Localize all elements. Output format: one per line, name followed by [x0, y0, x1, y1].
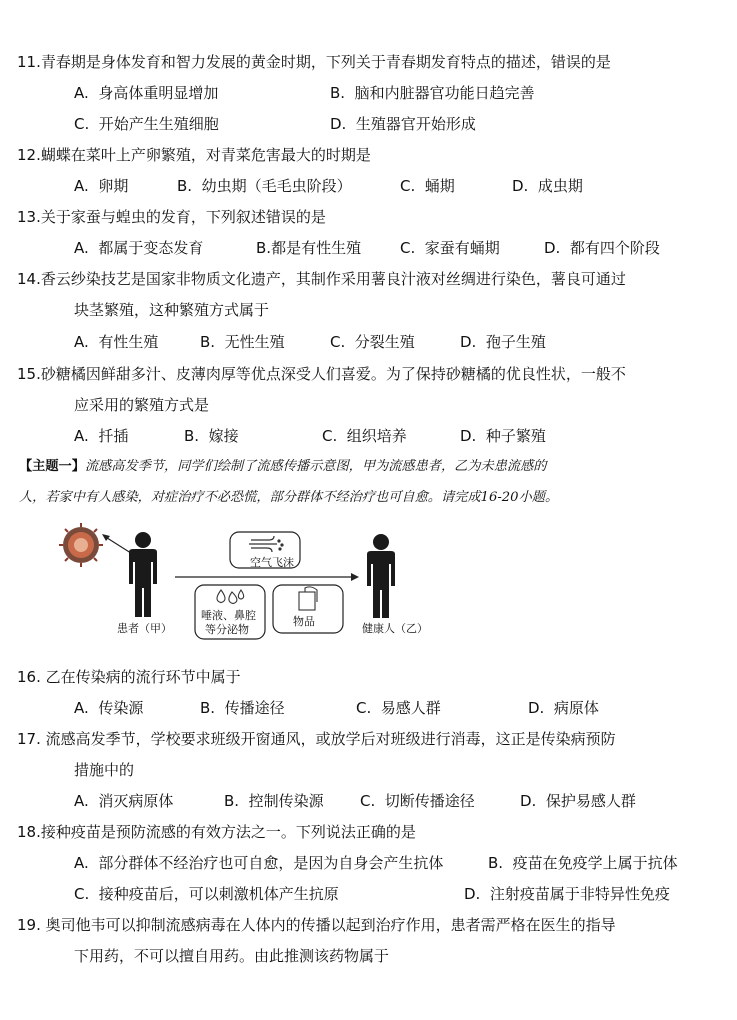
healthy-label: 健康人（乙）: [362, 622, 428, 635]
option: C. 家蚕有蛹期: [400, 239, 500, 257]
option: A. 扦插: [74, 427, 129, 445]
option: C. 分裂生殖: [330, 333, 415, 351]
option: D. 生殖器官开始形成: [330, 115, 476, 133]
option: C. 易感人群: [356, 699, 441, 717]
option: C. 蛹期: [400, 177, 455, 195]
question-13: 13.关于家蚕与蝗虫的发育，下列叙述错误的是: [17, 208, 326, 226]
question-14-cont: 块茎繁殖，这种繁殖方式属于: [74, 301, 270, 319]
option: D. 种子繁殖: [460, 427, 546, 445]
person-icon: [367, 534, 395, 618]
option: D. 病原体: [528, 699, 599, 717]
question-15: 15.砂糖橘因鲜甜多汁、皮薄肉厚等优点深受人们喜爱。为了保持砂糖橘的优良性状，一般不: [17, 365, 626, 383]
question-16: 16. 乙在传染病的流行环节中属于: [17, 668, 241, 686]
question-14: 14.香云纱染技艺是国家非物质文化遗产，其制作采用薯良汁液对丝绸进行染色，薯良可通过: [17, 270, 626, 288]
option: B. 脑和内脏器官功能日趋完善: [330, 84, 535, 102]
question-19-cont: 下用药，不可以擅自用药。由此推测该药物属于: [74, 947, 390, 965]
secretion-label: 唾液、鼻腔: [201, 609, 256, 622]
question-17-cont: 措施中的: [74, 761, 135, 779]
option: D. 保护易感人群: [520, 792, 636, 810]
option: A. 有性生殖: [74, 333, 159, 351]
option: B. 幼虫期（毛毛虫阶段）: [177, 177, 352, 195]
patient-label: 患者（甲）: [117, 622, 172, 635]
option: A. 部分群体不经治疗也可自愈，是因为自身会产生抗体: [74, 854, 444, 872]
question-19: 19. 奥司他韦可以抑制流感病毒在人体内的传播以起到治疗作用，患者需严格在医生的指导: [17, 916, 616, 934]
option: A. 卵期: [74, 177, 129, 195]
option: C. 接种疫苗后，可以刺激机体产生抗原: [74, 885, 339, 903]
topic-intro-cont: 人，若家中有人感染，对症治疗不必恐慌，部分群体不经治疗也可自愈。请完成16-20小题。: [19, 490, 559, 505]
option: D. 孢子生殖: [460, 333, 546, 351]
option: C. 切断传播途径: [360, 792, 475, 810]
option: C. 开始产生生殖细胞: [74, 115, 219, 133]
option: B.都是有性生殖: [256, 239, 362, 257]
option: B. 嫁接: [184, 427, 239, 445]
option: D. 都有四个阶段: [544, 239, 660, 257]
person-icon: [129, 532, 157, 617]
option: A. 消灭病原体: [74, 792, 174, 810]
question-12: 12.蝴蝶在菜叶上产卵繁殖，对青菜危害最大的时期是: [17, 146, 371, 164]
option: A. 身高体重明显增加: [74, 84, 219, 102]
option: B. 无性生殖: [200, 333, 285, 351]
option: A. 都属于变态发育: [74, 239, 204, 257]
question-15-cont: 应采用的繁殖方式是: [74, 396, 210, 414]
question-11: 11.青春期是身体发育和智力发展的黄金时期，下列关于青春期发育特点的描述，错误的是: [17, 53, 611, 71]
question-17: 17. 流感高发季节，学校要求班级开窗通风，或放学后对班级进行消毒，这正是传染病预防: [17, 730, 616, 748]
option: B. 疫苗在免疫学上属于抗体: [488, 854, 678, 872]
question-18: 18.接种疫苗是预防流感的有效方法之一。下列说法正确的是: [17, 823, 416, 841]
secretion-label: 等分泌物: [205, 623, 249, 636]
option: C. 组织培养: [322, 427, 407, 445]
object-label: 物品: [293, 615, 315, 628]
option: B. 控制传染源: [224, 792, 324, 810]
option: D. 成虫期: [512, 177, 583, 195]
virus-icon: [59, 523, 103, 567]
option: B. 传播途径: [200, 699, 285, 717]
option: D. 注射疫苗属于非特异性免疫: [464, 885, 670, 903]
option: A. 传染源: [74, 699, 144, 717]
transmission-diagram: [55, 522, 455, 642]
air-label: 空气飞沫: [250, 556, 294, 569]
topic-intro: 【主题一】流感高发季节，同学们绘制了流感传播示意图，甲为流感患者，乙为未患流感的: [19, 459, 547, 474]
